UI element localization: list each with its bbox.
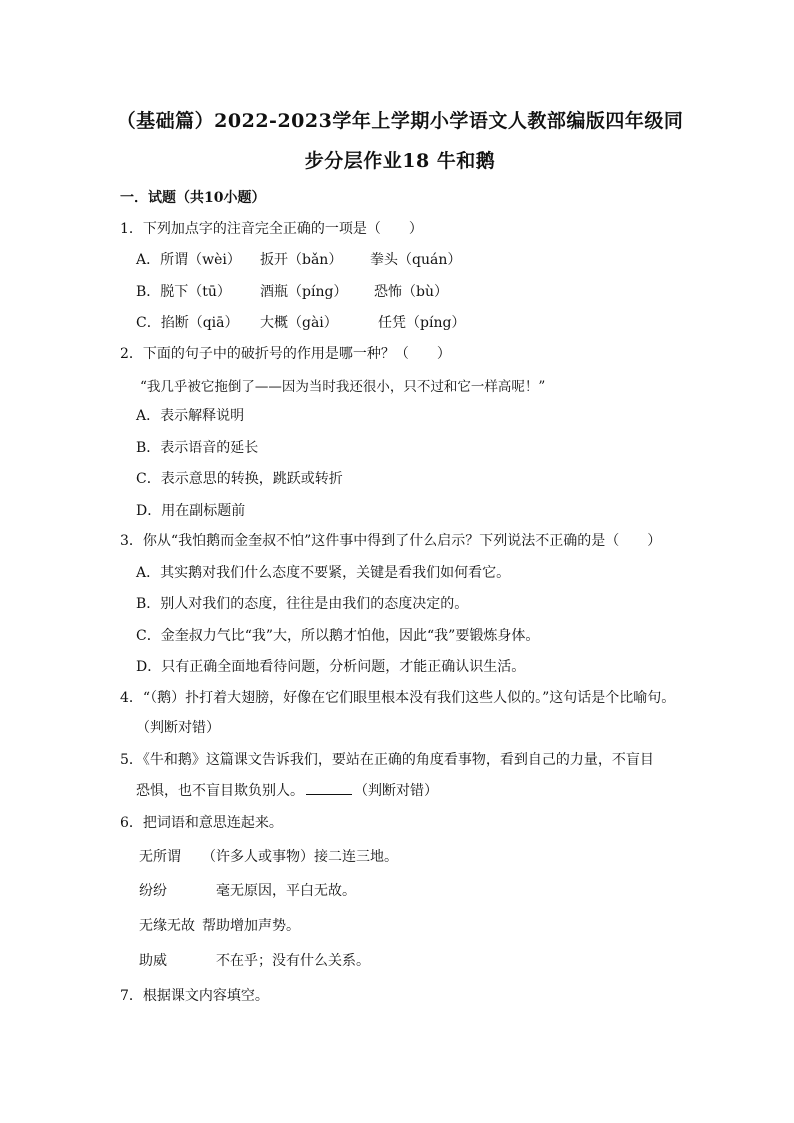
question-5-text: 恐惧，也不盲目欺负别人。: [136, 783, 304, 799]
option-a-item-1: A．所谓（wèi）: [136, 252, 241, 268]
question-3-option-c: C．金奎叔力气比“我”大，所以鹅才怕他，因此“我”要锻炼身体。: [136, 628, 540, 644]
question-1-stem: 1．下列加点字的注音完全正确的一项是（ ）: [120, 221, 423, 237]
option-c-item-1: C．掐断（qiā）: [136, 315, 239, 331]
question-6-stem: 6．把词语和意思连起来。: [120, 815, 283, 831]
option-b-item-1: B．脱下（tū）: [136, 284, 231, 300]
question-3-option-b: B．别人对我们的态度，往往是由我们的态度决定的。: [136, 596, 469, 612]
question-4-line-2: （判断对错）: [136, 720, 220, 736]
question-3-option-a: A．其实鹅对我们什么态度不要紧，关键是看我们如何看它。: [136, 565, 511, 581]
question-5-line-1: 5．《牛和鹅》这篇课文告诉我们，要站在正确的角度看事物，看到自己的力量，不盲目: [120, 752, 654, 768]
question-2-option-c: C．表示意思的转换，跳跃或转折: [136, 471, 343, 487]
meaning-item: （许多人或事物）接二连三地。: [202, 849, 398, 865]
question-4-line-1: 4．“（鹅）扑打着大翅膀，好像在它们眼里根本没有我们这些人似的。”这句话是个比喻句。: [120, 690, 676, 706]
option-c-item-3: 任凭（píng）: [378, 315, 466, 331]
question-2-quote: “我几乎被它拖倒了——因为当时我还很小，只不过和它一样高呢！”: [140, 379, 546, 395]
question-3-option-d: D．只有正确全面地看待问题，分析问题，才能正确认识生活。: [136, 659, 526, 675]
option-b-item-2: 酒瓶（píng）: [260, 284, 348, 300]
option-b-item-3: 恐怖（bù）: [374, 284, 448, 300]
meaning-item: 帮助增加声势。: [202, 918, 300, 934]
answer-blank[interactable]: [306, 782, 352, 795]
word-item: 无缘无故: [139, 918, 195, 934]
option-a-item-3: 拳头（quán）: [370, 252, 462, 268]
question-2-option-d: D．用在副标题前: [136, 503, 246, 519]
meaning-item: 毫无原因，平白无故。: [216, 883, 356, 899]
question-5-line-2: [136, 780, 438, 800]
word-item: 纷纷: [139, 883, 167, 899]
question-5-judge: （判断对错）: [354, 783, 438, 799]
question-2-option-a: A．表示解释说明: [136, 408, 245, 424]
meaning-item: 不在乎；没有什么关系。: [216, 953, 370, 969]
question-3-stem: 3．你从“我怕鹅而金奎叔不怕”这件事中得到了什么启示？下列说法不正确的是（ ）: [120, 533, 662, 549]
question-2-option-b: B．表示语音的延长: [136, 440, 259, 456]
option-c-item-2: 大概（gài）: [260, 315, 338, 331]
section-heading: 一．试题（共10小题）: [120, 190, 266, 206]
question-7-stem: 7．根据课文内容填空。: [120, 988, 269, 1004]
document-title-line-2: 步分层作业18 牛和鹅: [304, 150, 496, 172]
option-a-item-2: 扳开（bǎn）: [260, 252, 343, 268]
word-item: 无所谓: [139, 849, 181, 865]
word-item: 助威: [139, 953, 167, 969]
document-title-line-1: （基础篇）2022-2023学年上学期小学语文人教部编版四年级同: [116, 110, 684, 132]
question-2-stem: 2．下面的句子中的破折号的作用是哪一种？（ ）: [120, 346, 451, 362]
